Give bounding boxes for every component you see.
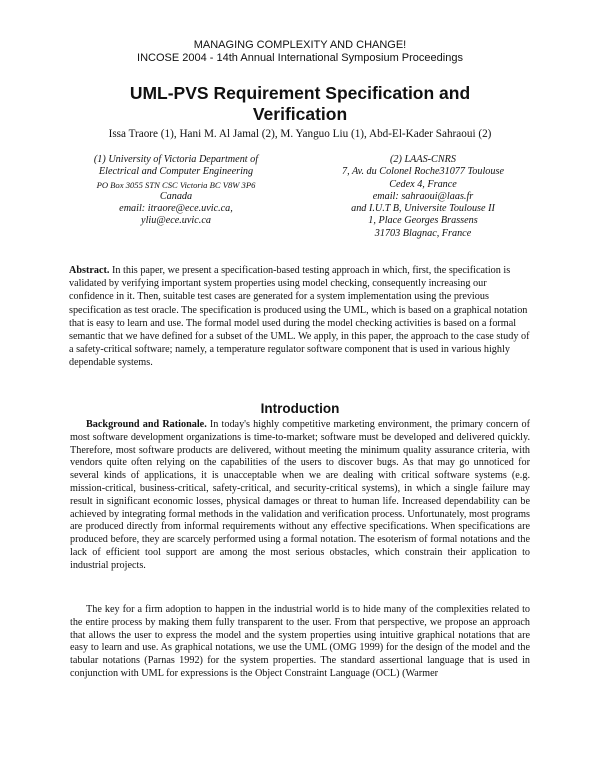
intro-paragraph-1	[70, 419, 530, 573]
affiliation-line: PO Box 3055 STN CSC Victoria BC V8W 3P6	[96, 179, 256, 190]
paragraph-text: The key for a firm adoption to happen in the industrial world is to hide many of the complexities related to the entire process by making them fully transparent to the user. From that perspective, we propose an approach that allows the user to express the model and the system properties using intuitive graphical notations that are easy to learn and use. As graphical notations, we use the UML (OMG 1999) for the design of the model and the tabular notations (Parnas 1992) for the system properties. The standard assertional language that is used in conjunction with UML for expressions is the Object Constraint Language (OCL) (Warmer	[70, 604, 530, 679]
affiliation-line: 1, Place Georges Brassens	[368, 215, 478, 227]
affiliation-line: (2) LAAS-CNRS	[390, 154, 456, 165]
affiliation-line: Cedex 4, France	[389, 178, 457, 190]
abstract-text: In this paper, we present a specification-based testing approach in which, first, the specification is validated by verifying important system properties using model checking, consequently increasing our confidence in it. Then, suitable test cases are generated for a system implementation using the previous specification as test oracle. The specification is produced using the UML, which is based on a graphical notation that is easy to learn and use. The formal model used during the model checking activities is based on a formal semantic that we have defined for a subset of the UML. We apply, in this paper, the approach to the case study of a safety-critical software; namely, a temperature regulator software component that is used in various highly dependable systems.	[69, 265, 530, 369]
abstract-label: Abstract.	[69, 265, 110, 276]
affiliation-line: Canada	[159, 190, 193, 202]
affiliation-email: email: itraore@ece.uvic.ca,	[119, 203, 233, 215]
title-line2: Verification	[252, 104, 348, 124]
abstract	[69, 264, 531, 370]
affiliation-left	[70, 154, 282, 228]
affiliation-email: email: sahraoui@laas.fr	[372, 190, 474, 202]
affiliation-line: 31703 Blagnac, France	[374, 227, 472, 239]
affiliation-right	[318, 154, 528, 240]
section-heading-introduction: Introduction	[260, 401, 340, 416]
author-list: Issa Traore (1), Hani M. Al Jamal (2), M. Yanguo Liu (1), Abd-El-Kader Sahraoui (2)	[108, 128, 492, 140]
intro-paragraph-2	[70, 604, 530, 681]
affiliation-line: 7, Av. du Colonel Roche31077 Toulouse	[342, 166, 504, 178]
running-header-line2: INCOSE 2004 - 14th Annual International Symposium Proceedings	[137, 52, 463, 64]
affiliation-line: (1) University of Victoria Department of	[93, 154, 259, 165]
paragraph-text: In today's highly competitive marketing environment, the primary concern of most software development organizations is time-to-market; software must be developed and delivered quickly. Therefore, most software products are delivered, without meeting the minimum quality assurance criteria, with vendors quite often relying on the capabilities of the users to discover bugs. As that may go unnoticed for several kinds of applications, it is unacceptable when we are dealing with critical software systems (e.g. mission-critical, business-critical, safety-critical, and security-critical systems), in which a single failure may result in significant economic losses, physical damages or threat to human life. Increased dependability can be achieved by integrating formal methods in the validation and verification process. Unfortunately, most programs are produced directly from informal requirements without any effective specifications. When specifications are produced before, they are scarcely performed using a formal notation. The esoterism of formal notations and the lack of efficient tool support are among the most serious obstacles, which constrain their application to industrial projects.	[70, 419, 531, 571]
paragraph-run-in-heading: Background and Rationale.	[86, 419, 207, 430]
running-header-line1: MANAGING COMPLEXITY AND CHANGE!	[193, 39, 407, 51]
affiliation-line: Electrical and Computer Engineering	[98, 166, 254, 178]
affiliation-line: and I.U.T B, Universite Toulouse II	[351, 203, 495, 215]
title-line1: UML-PVS Requirement Specification and	[129, 83, 471, 103]
affiliation-email: yliu@ece.uvic.ca	[141, 215, 211, 227]
paper-title	[60, 83, 540, 125]
